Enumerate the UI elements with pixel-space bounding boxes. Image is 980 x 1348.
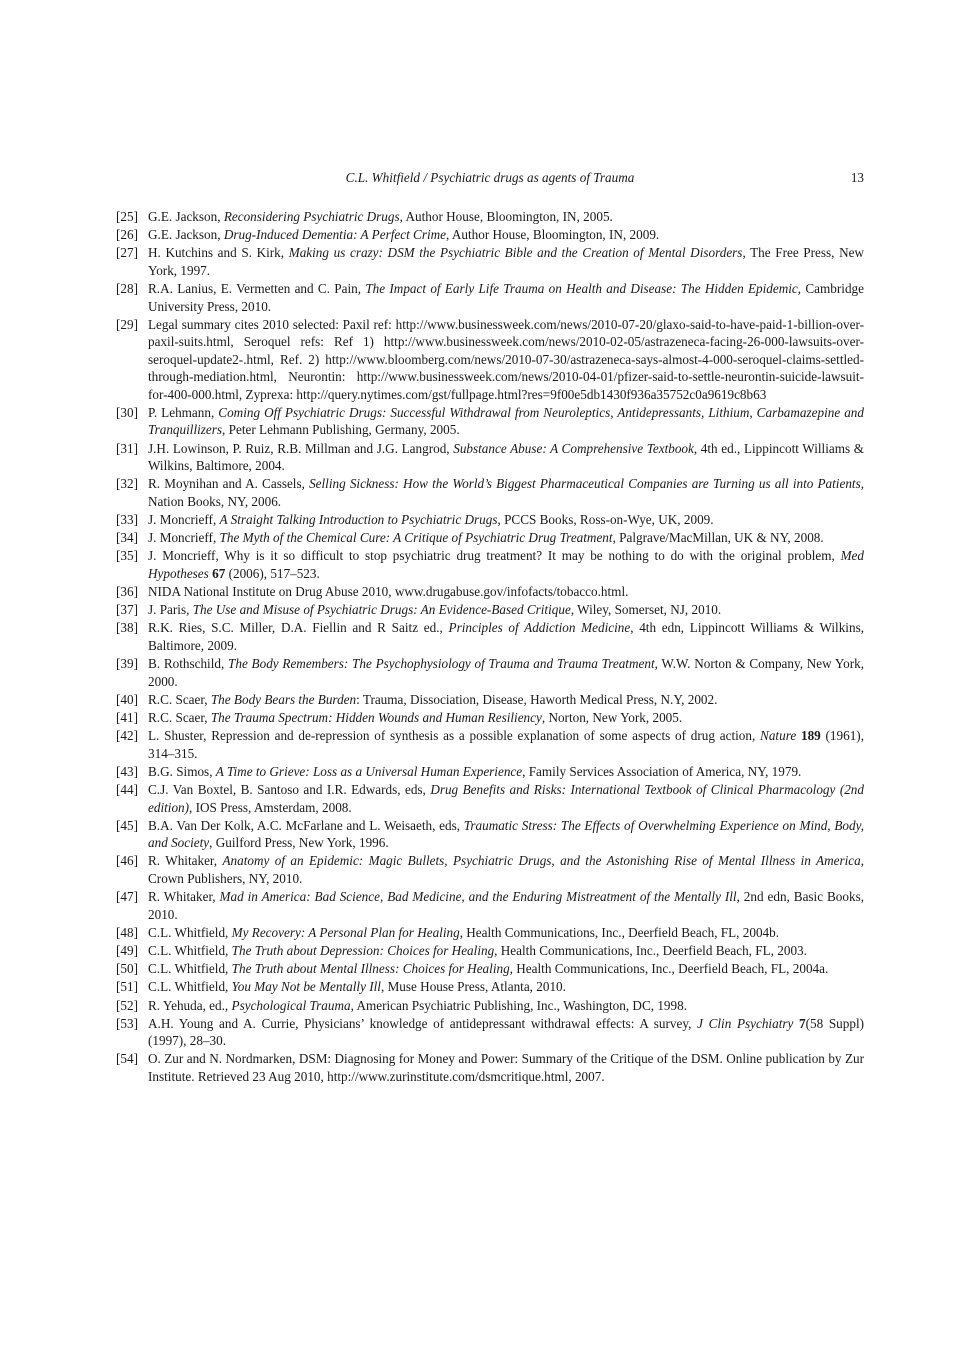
reference-text: [148, 997, 864, 1015]
reference-fragment: , The Free Press, New York, 1997.: [148, 245, 864, 278]
reference-number: [45]: [116, 817, 138, 833]
reference-title-italic: Anatomy of an Epidemic: Magic Bullets, Psychiatric Drugs, and the Astonishing Rise of Mental Illness in America: [222, 853, 861, 869]
reference-fragment: , American Psychiatric Publishing, Inc., Washington, DC, 1998.: [350, 997, 688, 1013]
reference-title-italic: J Clin Psychiatry: [697, 1015, 794, 1031]
reference-fragment: , Cambridge University Press, 2010.: [148, 281, 864, 314]
reference-fragment: , IOS Press, Amsterdam, 2008.: [189, 799, 352, 815]
reference-fragment: , Author House, Bloomington, IN, 2005.: [399, 209, 613, 224]
reference-number: [32]: [116, 476, 138, 492]
reference-number: [42]: [116, 728, 138, 744]
reference-title-italic: Coming Off Psychiatric Drugs: Successful Withdrawal from Neuroleptics, Antidepressants, Lithium, Carbamazepine and Tranquillizers: [148, 404, 864, 438]
reference-fragment: B.G. Simos,: [148, 763, 216, 779]
reference-number: [26]: [116, 227, 138, 243]
reference-text: [148, 511, 864, 529]
reference-number: [41]: [116, 710, 138, 725]
reference-item: [116, 709, 864, 727]
reference-fragment: J.H. Lowinson, P. Ruiz, R.B. Millman and J.G. Langrod,: [148, 440, 454, 456]
reference-item: [116, 942, 864, 960]
reference-number: [47]: [116, 889, 138, 905]
reference-fragment: Legal summary cites 2010 selected: Paxil ref: http://www.businessweek.com/news/2010-07-20/glaxo-said-to-have-paid-1-billion-over-paxil-suits.html, Seroquel refs: Ref 1) http://www.businessweek.com/news/2010-02-05/astrazeneca-facing-26-000-lawsuits-over-seroquel-update2-.html, Ref. 2) http://www.bloomberg.com/news/2010-07-30/astrazeneca-says-almost-4-000-seroquel-claims-settled-through-mediation.html, Neurontin: http://www.businessweek.com/news/2010-04-01/pfizer-said-to-settle-neurontin-suicide-lawsuit-for-400-000.html, Zyprexa: http://query.nytimes.com/gst/fullpage.html?res=9f00e5db1430f936a35752c0a9619c8b63: [148, 316, 864, 402]
reference-text: [148, 709, 864, 727]
reference-text: [148, 404, 864, 439]
reference-item: [116, 1015, 864, 1050]
reference-fragment: , Health Communications, Inc., Deerfield Beach, FL, 2004a.: [509, 961, 829, 977]
reference-text: [148, 924, 864, 942]
reference-number: [31]: [116, 440, 138, 456]
reference-fragment: NIDA National Institute on Drug Abuse 2010, www.drugabuse.gov/infofacts/tobacco.html.: [148, 584, 629, 600]
reference-fragment: B.A. Van Der Kolk, A.C. McFarlane and L. Weisaeth, eds,: [148, 817, 464, 833]
reference-fragment: R. Whitaker,: [148, 889, 220, 905]
reference-title-italic: A Straight Talking Introduction to Psychiatric Drugs: [219, 512, 498, 527]
reference-fragment: (58 Suppl) (1997), 28–30.: [148, 1015, 865, 1049]
reference-fragment: J. Paris,: [148, 602, 193, 618]
reference-text: [148, 316, 864, 404]
reference-fragment: C.J. Van Boxtel, B. Santoso and I.R. Edwards, eds,: [148, 782, 431, 798]
reference-item: [116, 997, 864, 1015]
reference-number: [43]: [116, 763, 138, 779]
reference-volume-bold: 189: [800, 728, 821, 744]
reference-number: [53]: [116, 1015, 138, 1031]
reference-fragment: (1961), 314–315.: [148, 728, 864, 761]
reference-title-italic: The Myth of the Chemical Cure: A Critique of Psychiatric Drug Treatment: [219, 530, 613, 546]
reference-item: [116, 208, 864, 226]
reference-fragment: , Guilford Press, New York, 1996.: [209, 835, 389, 851]
reference-item: [116, 601, 864, 619]
reference-text: [148, 978, 864, 996]
reference-title-italic: Traumatic Stress: The Effects of Overwhelming Experience on Mind, Body, and Society: [148, 817, 865, 851]
reference-fragment: , Author House, Bloomington, IN, 2009.: [446, 227, 660, 243]
reference-item: [116, 924, 864, 942]
reference-number: [51]: [116, 979, 138, 995]
reference-fragment: , Health Communications, Inc., Deerfield Beach, FL, 2004b.: [459, 924, 780, 940]
reference-fragment: R.K. Ries, S.C. Miller, D.A. Fiellin and R Saitz ed.,: [148, 620, 449, 636]
reference-text: [148, 691, 864, 709]
reference-title-italic: A Time to Grieve: Loss as a Universal Human Experience: [215, 763, 523, 779]
reference-item: [116, 619, 864, 654]
reference-fragment: L. Shuster, Repression and de-repression of synthesis as a possible explanation of some aspects of drug action,: [148, 728, 761, 744]
reference-title-italic: Making us crazy: DSM the Psychiatric Bible and the Creation of Mental Disorders: [288, 245, 743, 261]
reference-number: [37]: [116, 602, 138, 618]
reference-title-italic: Nature: [760, 728, 797, 744]
reference-number: [39]: [116, 656, 138, 672]
reference-item: [116, 655, 864, 690]
reference-number: [44]: [116, 782, 138, 798]
reference-fragment: , Peter Lehmann Publishing, Germany, 2005.: [222, 422, 460, 438]
reference-item: [116, 440, 864, 475]
reference-fragment: : Trauma, Dissociation, Disease, Haworth Medical Press, N.Y, 2002.: [356, 691, 718, 707]
reference-title-italic: You May Not be Mentally Ill: [231, 979, 381, 995]
reference-item: [116, 727, 864, 762]
reference-number: [36]: [116, 584, 138, 600]
reference-title-italic: Med Hypotheses: [148, 548, 864, 581]
reference-item: [116, 511, 864, 529]
reference-volume-bold: 67: [212, 565, 226, 581]
reference-fragment: R.C. Scaer,: [148, 710, 211, 725]
reference-volume-bold: 7: [799, 1015, 806, 1031]
reference-title-italic: Selling Sickness: How the World’s Biggest Pharmaceutical Companies are Turning us all into Patients: [309, 476, 861, 492]
reference-number: [40]: [116, 691, 138, 707]
reference-title-italic: Principles of Addiction Medicine: [448, 620, 631, 636]
reference-title-italic: My Recovery: A Personal Plan for Healing: [231, 924, 460, 940]
reference-item: [116, 529, 864, 547]
reference-item: [116, 691, 864, 709]
reference-text: [148, 781, 864, 816]
reference-number: [54]: [116, 1051, 138, 1067]
reference-fragment: P. Lehmann,: [148, 404, 219, 420]
reference-fragment: C.L. Whitfield,: [148, 924, 232, 940]
reference-text: [148, 1050, 864, 1085]
reference-title-italic: Drug Benefits and Risks: International Textbook of Clinical Pharmacology (2nd edition): [148, 782, 864, 815]
reference-number: [52]: [116, 997, 138, 1013]
reference-fragment: , Crown Publishers, NY, 2010.: [148, 853, 864, 886]
reference-fragment: C.L. Whitfield,: [148, 961, 232, 977]
reference-item: [116, 316, 864, 404]
reference-title-italic: Reconsidering Psychiatric Drugs: [223, 209, 400, 224]
reference-text: [148, 727, 864, 762]
reference-number: [34]: [116, 530, 138, 546]
reference-item: [116, 763, 864, 781]
reference-item: [116, 226, 864, 244]
reference-item: [116, 960, 864, 978]
reference-item: [116, 888, 864, 923]
reference-list: [116, 208, 864, 1086]
reference-text: [148, 763, 864, 781]
reference-fragment: (2006), 517–523.: [225, 565, 320, 581]
reference-fragment: , PCCS Books, Ross-on-Wye, UK, 2009.: [497, 512, 714, 527]
reference-fragment: , Health Communications, Inc., Deerfield Beach, FL, 2003.: [494, 943, 807, 958]
reference-text: [148, 601, 864, 619]
reference-fragment: , 2nd edn, Basic Books, 2010.: [148, 889, 864, 922]
reference-fragment: , 4th edn, Lippincott Williams & Wilkins, Baltimore, 2009.: [148, 620, 864, 653]
reference-number: [49]: [116, 943, 138, 958]
reference-number: [27]: [116, 245, 138, 261]
reference-item: [116, 244, 864, 279]
reference-text: [148, 244, 864, 279]
reference-fragment: R. Yehuda, ed.,: [148, 997, 232, 1013]
reference-item: [116, 583, 864, 601]
reference-fragment: , W.W. Norton & Company, New York, 2000.: [148, 656, 865, 689]
reference-item: [116, 475, 864, 510]
reference-title-italic: Substance Abuse: A Comprehensive Textbook: [453, 440, 694, 456]
reference-fragment: J. Moncrieff, Why is it so difficult to stop psychiatric drug treatment? It may be nothing to do with the original problem,: [148, 548, 841, 564]
reference-number: [50]: [116, 961, 138, 977]
reference-text: [148, 547, 864, 582]
reference-fragment: , 4th ed., Lippincott Williams & Wilkins, Baltimore, 2004.: [148, 440, 864, 474]
reference-fragment: R.A. Lanius, E. Vermetten and C. Pain,: [148, 281, 366, 297]
reference-item: [116, 852, 864, 887]
reference-number: [28]: [116, 281, 138, 297]
reference-fragment: C.L. Whitfield,: [148, 979, 232, 995]
reference-text: [148, 942, 864, 960]
reference-fragment: , Nation Books, NY, 2006.: [148, 476, 864, 509]
reference-number: [38]: [116, 620, 138, 636]
reference-number: [46]: [116, 853, 138, 869]
reference-fragment: J. Moncrieff,: [148, 530, 220, 546]
reference-title-italic: Mad in America: Bad Science, Bad Medicine, and the Enduring Mistreatment of the Mentally Ill: [219, 889, 737, 905]
reference-fragment: R. Moynihan and A. Cassels,: [148, 476, 310, 492]
reference-item: [116, 978, 864, 996]
reference-fragment: , Muse House Press, Atlanta, 2010.: [380, 979, 566, 995]
reference-item: [116, 547, 864, 582]
reference-item: [116, 404, 864, 439]
reference-item: [116, 781, 864, 816]
reference-item: [116, 817, 864, 852]
reference-title-italic: The Body Bears the Burden: [210, 691, 357, 707]
reference-fragment: , Wiley, Somerset, NJ, 2010.: [570, 602, 722, 618]
reference-text: [148, 440, 864, 475]
reference-fragment: , Palgrave/MacMillan, UK & NY, 2008.: [612, 530, 824, 546]
reference-fragment: R.C. Scaer,: [148, 691, 211, 707]
reference-number: [29]: [116, 316, 138, 332]
reference-fragment: G.E. Jackson,: [148, 209, 224, 224]
reference-text: [148, 619, 864, 654]
reference-fragment: H. Kutchins and S. Kirk,: [148, 245, 289, 261]
reference-title-italic: Drug-Induced Dementia: A Perfect Crime: [223, 227, 447, 243]
reference-fragment: , Norton, New York, 2005.: [541, 710, 683, 725]
reference-number: [35]: [116, 548, 138, 564]
reference-number: [25]: [116, 209, 138, 224]
reference-title-italic: The Body Remembers: The Psychophysiology of Trauma and Trauma Treatment: [228, 656, 655, 672]
reference-fragment: , Family Services Association of America, NY, 1979.: [522, 763, 802, 779]
reference-fragment: J. Moncrieff,: [148, 512, 220, 527]
reference-text: [148, 280, 864, 315]
reference-title-italic: The Truth about Depression: Choices for Healing: [231, 943, 495, 958]
reference-text: [148, 655, 864, 690]
reference-text: [148, 852, 864, 887]
reference-number: [30]: [116, 404, 138, 420]
reference-text: [148, 583, 864, 601]
reference-fragment: R. Whitaker,: [148, 853, 223, 869]
reference-text: [148, 960, 864, 978]
reference-text: [148, 226, 864, 244]
reference-title-italic: Psychological Trauma: [231, 997, 351, 1013]
reference-text: [148, 817, 864, 852]
reference-title-italic: The Impact of Early Life Trauma on Health and Disease: The Hidden Epidemic: [365, 281, 798, 297]
reference-text: [148, 888, 864, 923]
reference-item: [116, 280, 864, 315]
page-number: 13: [850, 170, 864, 185]
reference-text: [148, 1015, 864, 1050]
reference-text: [148, 529, 864, 547]
reference-number: [48]: [116, 924, 138, 940]
running-title: C.L. Whitfield / Psychiatric drugs as agents of Trauma: [345, 170, 635, 185]
reference-fragment: O. Zur and N. Nordmarken, DSM: Diagnosing for Money and Power: Summary of the Critique of the DSM. Online publication by Zur Institute. Retrieved 23 Aug 2010, http://www.zurinstitute.com/dsmcritique.html, 2007.: [148, 1051, 864, 1084]
reference-text: [148, 475, 864, 510]
running-header: [116, 168, 864, 188]
reference-title-italic: The Truth about Mental Illness: Choices for Healing: [231, 961, 510, 977]
reference-number: [33]: [116, 512, 138, 527]
reference-title-italic: The Trauma Spectrum: Hidden Wounds and Human Resiliency: [210, 710, 542, 725]
reference-title-italic: The Use and Misuse of Psychiatric Drugs: An Evidence-Based Critique: [192, 602, 571, 618]
reference-fragment: G.E. Jackson,: [148, 227, 224, 243]
reference-item: [116, 1050, 864, 1085]
reference-fragment: C.L. Whitfield,: [148, 943, 232, 958]
reference-fragment: B. Rothschild,: [148, 656, 229, 672]
reference-fragment: A.H. Young and A. Currie, Physicians’ knowledge of antidepressant withdrawal effects: A survey,: [148, 1015, 698, 1031]
reference-text: [148, 208, 864, 226]
